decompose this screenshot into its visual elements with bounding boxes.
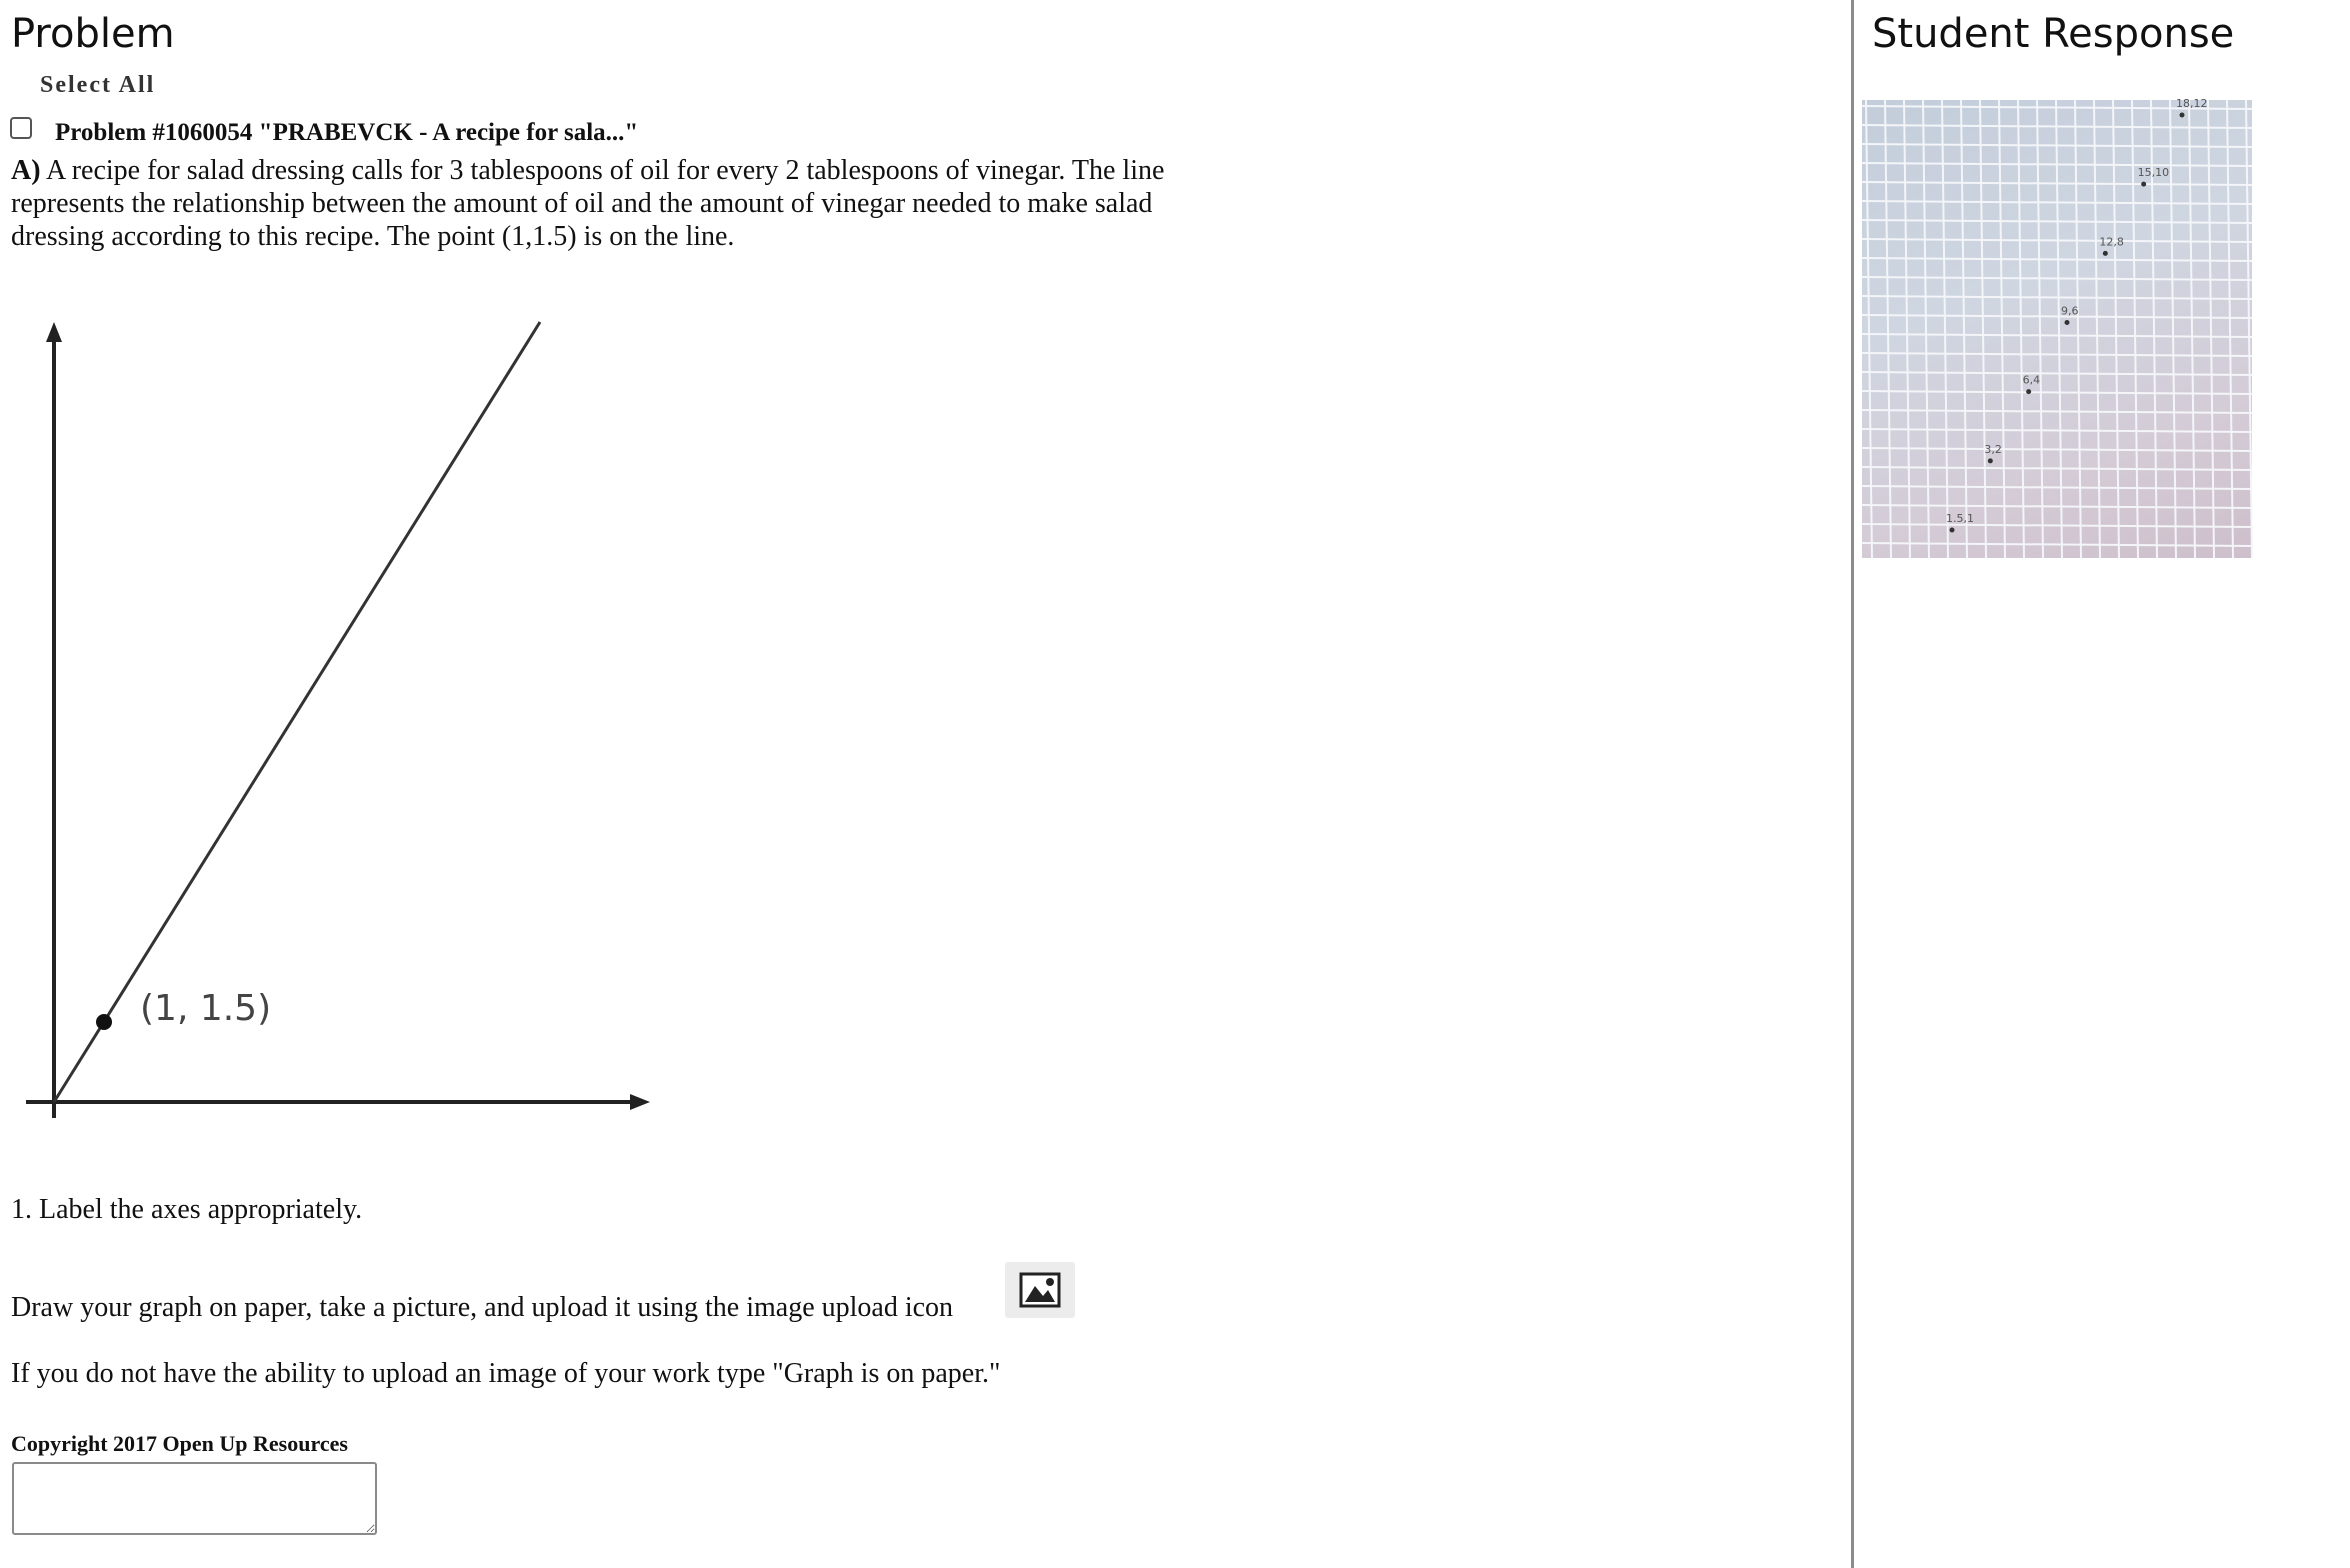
y-axis-arrow: [46, 322, 62, 342]
problem-title: Problem #1060054 "PRABEVCK - A recipe for sala...": [55, 119, 639, 146]
instruction-label-axes: 1. Label the axes appropriately.: [11, 1194, 363, 1225]
grid-line: [1942, 100, 1948, 558]
grid-line: [1885, 100, 1891, 558]
response-pane: [1854, 0, 2350, 1568]
point-label: (1, 1.5): [140, 988, 272, 1029]
grid-line: [1862, 353, 2252, 356]
instruction-upload: Draw your graph on paper, take a picture, and upload it using the image upload icon: [11, 1292, 954, 1323]
grid-line: [1904, 100, 1910, 558]
grid-line: [1862, 296, 2252, 299]
grid-line: [1866, 100, 1872, 558]
image-upload-button[interactable]: [1005, 1262, 1075, 1318]
grid-line: [2018, 100, 2024, 558]
grid-line: [1862, 277, 2252, 280]
plotted-point: [2065, 320, 2070, 325]
grid-line: [1961, 100, 1967, 558]
problem-statement: [11, 154, 1251, 253]
point-annotation: 18,12: [2176, 97, 2208, 110]
problem-text: A recipe for salad dressing calls for 3 tablespoons of oil for every 2 tablespoons of vinegar. The line represents the relationship between the amount of oil and the amount of vinegar needed to make salad dressing according to this recipe. The point (1,1.5) is on the line.: [11, 155, 1165, 252]
image-upload-icon: [1019, 1272, 1061, 1308]
grid-line: [1862, 315, 2252, 318]
graph-point: [96, 1014, 112, 1030]
grid-line: [2056, 100, 2062, 558]
plotted-point: [2103, 251, 2108, 256]
instruction-no-upload: If you do not have the ability to upload an image of your work type "Graph is on paper.": [11, 1358, 1001, 1389]
point-annotation: 3,2: [1984, 442, 2002, 456]
grid-line: [2113, 100, 2119, 558]
grid-line: [1923, 100, 1929, 558]
point-annotation: 9,6: [2061, 304, 2079, 318]
point-annotation: 1.5,1: [1946, 512, 1974, 525]
student-response-image[interactable]: [1862, 97, 2252, 558]
grid-line: [1980, 100, 1986, 558]
plotted-point: [2141, 182, 2146, 187]
grid-line: [2075, 100, 2081, 558]
grid-line: [1862, 258, 2252, 261]
plotted-point: [2180, 113, 2185, 118]
x-axis-arrow: [630, 1094, 650, 1110]
grid-line: [2094, 100, 2100, 558]
graph-paper-photo: [1862, 97, 2252, 558]
grid-line: [1862, 543, 2252, 546]
point-annotation: 15,10: [2137, 166, 2170, 180]
plotted-point: [1988, 458, 1993, 463]
part-label: A): [11, 155, 41, 186]
problem-heading: Problem: [11, 11, 175, 57]
grid-line: [1862, 524, 2252, 527]
plotted-point: [1950, 528, 1955, 533]
copyright-notice: Copyright 2017 Open Up Resources: [11, 1431, 348, 1456]
grid-line: [1999, 100, 2005, 558]
point-annotation: 6,4: [2022, 373, 2041, 387]
problem-graph: [0, 300, 700, 1160]
point-annotation: 12,8: [2099, 235, 2124, 249]
relationship-line: [54, 322, 540, 1102]
select-all-text: Select All: [40, 72, 156, 98]
answer-textarea[interactable]: [12, 1462, 377, 1535]
problem-select-checkbox[interactable]: [10, 117, 32, 139]
plotted-point: [2026, 389, 2031, 394]
student-response-heading: Student Response: [1872, 11, 2235, 57]
grid-line: [1862, 334, 2252, 337]
grid-line: [2037, 100, 2043, 558]
